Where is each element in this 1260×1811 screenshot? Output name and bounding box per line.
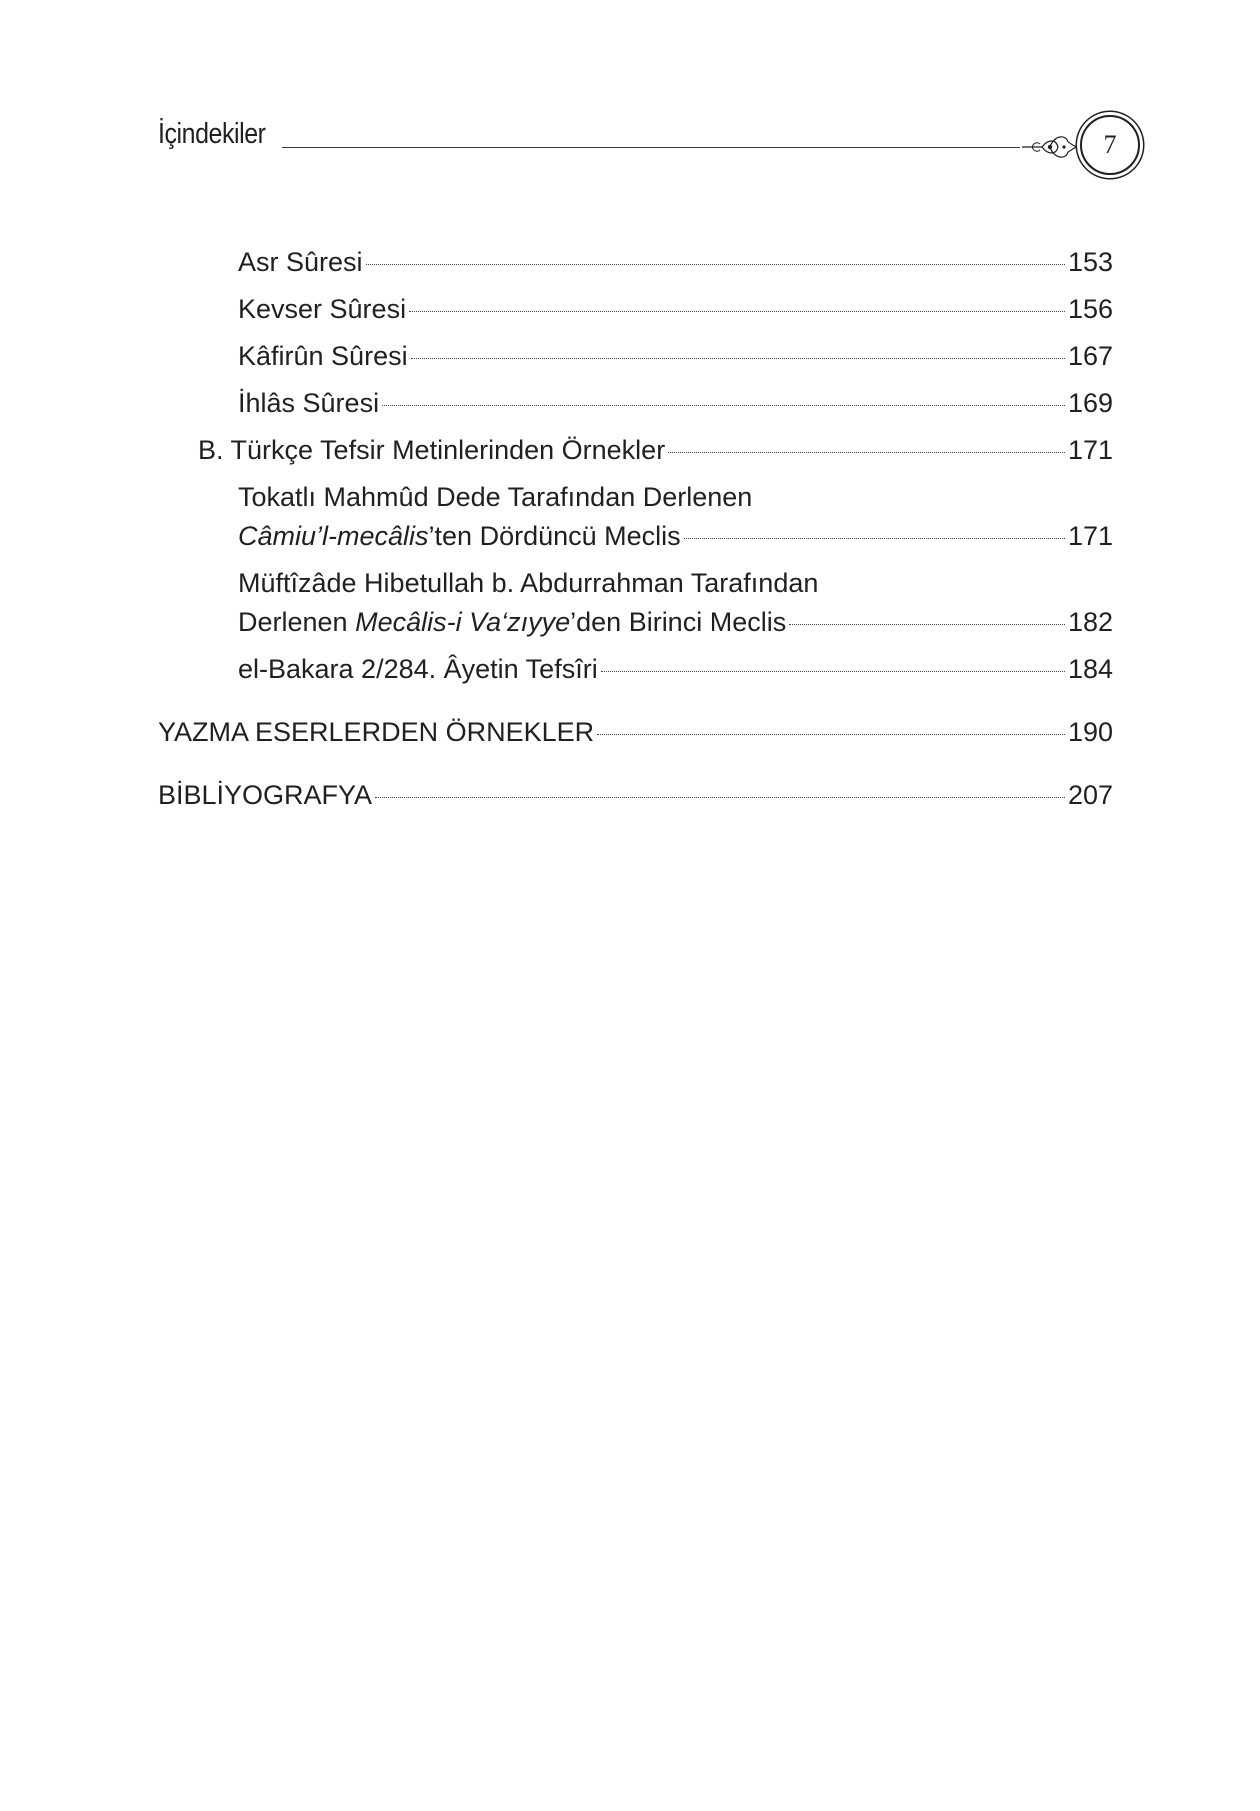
- dot-leader: [375, 797, 1065, 798]
- toc-entry-page: 184: [1067, 654, 1113, 684]
- toc-entry-label: Kevser Sûresi: [238, 294, 407, 324]
- dot-leader: [409, 311, 1065, 312]
- dot-leader: [597, 734, 1065, 735]
- toc-entry-bakara: [238, 649, 1113, 689]
- toc-entry-page: 171: [1067, 435, 1113, 465]
- toc-entry-label-rest: ’den Birinci Meclis: [570, 607, 787, 637]
- running-header-title: İçindekiler: [158, 118, 266, 150]
- toc-entry-page: 207: [1067, 780, 1113, 810]
- dot-leader: [668, 452, 1065, 453]
- toc-entry-label: [238, 602, 786, 642]
- dot-leader: [382, 405, 1065, 406]
- toc-entry-muftizade-line1: Müftîzâde Hibetullah b. Abdurrahman Tarafından: [238, 568, 819, 598]
- toc-entry-label: Asr Sûresi: [238, 247, 363, 277]
- book-title-italic: Mecâlis-i Va‘zıyye: [355, 607, 571, 637]
- toc-entry-label: YAZMA ESERLERDEN ÖRNEKLER: [158, 717, 595, 747]
- running-header: [158, 112, 1148, 182]
- toc-entry-tokatli: [238, 516, 1113, 556]
- toc-entry-page: 169: [1067, 388, 1113, 418]
- dot-leader: [601, 671, 1065, 672]
- toc-entry-asr: [238, 242, 1113, 282]
- toc-entry-page: 182: [1067, 607, 1113, 637]
- toc-entry-bibliyografya: [158, 775, 1113, 815]
- toc-entry-page: 190: [1067, 717, 1113, 747]
- header-rule: [282, 147, 1020, 148]
- toc-entry-label: el-Bakara 2/284. Âyetin Tefsîri: [238, 654, 598, 684]
- toc-entry-ihlas: [238, 383, 1113, 423]
- toc-entry-label: B. Türkçe Tefsir Metinlerinden Örnekler: [198, 435, 666, 465]
- dot-leader: [411, 358, 1065, 359]
- toc-entry-kevser: [238, 289, 1113, 329]
- dot-leader: [684, 538, 1065, 539]
- page-number-badge: 7: [1080, 115, 1140, 175]
- toc-entry-label-pre: Derlenen: [238, 607, 356, 637]
- toc-entry-muftizade: [238, 602, 1113, 642]
- toc-entry-page: 156: [1067, 294, 1113, 324]
- toc-entry-yazma-eserler: [158, 712, 1113, 752]
- floral-ornament-icon: [1020, 130, 1080, 164]
- toc-entry-kafirun: [238, 336, 1113, 376]
- toc-entry-page: 171: [1067, 521, 1113, 551]
- toc-entry-label: BİBLİYOGRAFYA: [158, 780, 373, 810]
- toc-entry-label: İhlâs Sûresi: [238, 388, 380, 418]
- toc-entry-label: [238, 516, 681, 556]
- book-title-italic: Câmiu’l-mecâlis: [238, 521, 429, 551]
- dot-leader: [789, 624, 1065, 625]
- toc-entry-turkce-tefsir: [198, 430, 1113, 470]
- toc-entry-label-rest: ’ten Dördüncü Meclis: [428, 521, 681, 551]
- toc-entry-page: 153: [1067, 247, 1113, 277]
- toc-entry-label: Kâfirûn Sûresi: [238, 341, 408, 371]
- toc-entry-tokatli-line1: Tokatlı Mahmûd Dede Tarafından Derlenen: [238, 482, 753, 512]
- dot-leader: [366, 264, 1065, 265]
- toc-entry-page: 167: [1067, 341, 1113, 371]
